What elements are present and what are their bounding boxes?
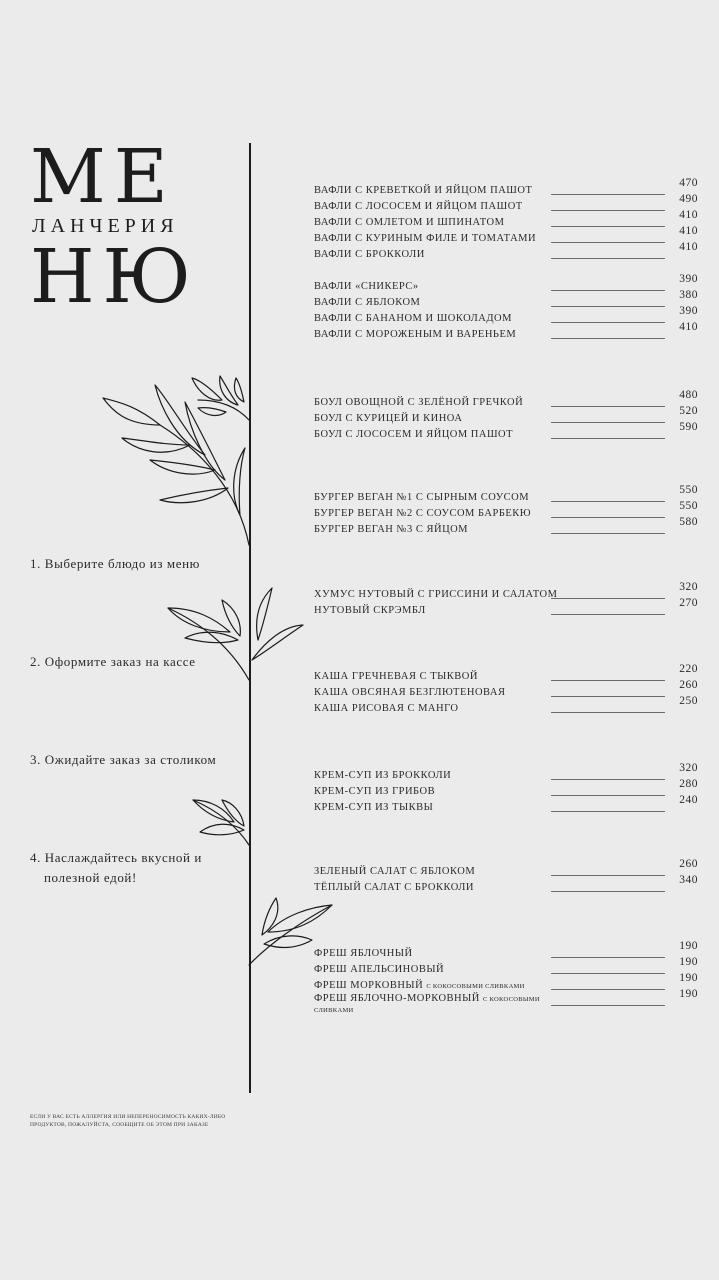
menu-item — [314, 241, 698, 263]
menu-item-price: 320 — [679, 762, 698, 774]
price-leader-line — [551, 614, 665, 615]
menu-item-price: 410 — [679, 225, 698, 237]
price-leader-line — [551, 1005, 665, 1006]
menu-item-price: 380 — [679, 289, 698, 301]
menu-item-price: 590 — [679, 421, 698, 433]
menu-item-name — [314, 311, 550, 327]
menu-item-name — [314, 395, 550, 411]
menu-item — [314, 972, 698, 994]
menu-item-price: 470 — [679, 177, 698, 189]
menu-item-name-text: ФРЕШ АПЕЛЬСИНОВЫЙ — [314, 964, 445, 975]
price-leader-line — [551, 989, 665, 990]
step-3: 3. Ожидайте заказ за столиком — [30, 752, 217, 767]
price-leader-line — [551, 875, 665, 876]
menu-item-name — [314, 199, 550, 215]
menu-item — [314, 484, 698, 506]
menu-item — [314, 858, 698, 880]
step-1: 1. Выберите блюдо из меню — [30, 556, 200, 571]
menu-item-price: 580 — [679, 516, 698, 528]
menu-item-name-text: ВАФЛИ «СНИКЕРС» — [314, 281, 419, 292]
price-leader-line — [551, 973, 665, 974]
menu-item-name-text: НУТОВЫЙ СКРЭМБЛ — [314, 605, 426, 616]
menu-item — [314, 305, 698, 327]
menu-item-name-text: БОУЛ С ЛОСОСЕМ И ЯЙЦОМ ПАШОТ — [314, 429, 514, 440]
menu-item-name-text: ВАФЛИ С ОМЛЕТОМ И ШПИНАТОМ — [314, 217, 505, 228]
menu-item-name — [314, 994, 550, 1016]
menu-item-price: 190 — [679, 940, 698, 952]
price-leader-line — [551, 811, 665, 812]
menu-item-price: 190 — [679, 956, 698, 968]
menu-item — [314, 874, 698, 896]
price-leader-line — [551, 438, 665, 439]
leaf-branch-large — [103, 376, 249, 545]
menu-item-name — [314, 427, 550, 443]
menu-item-name-text: БУРГЕР ВЕГАН №2 С СОУСОМ БАРБЕКЮ — [314, 508, 532, 519]
menu-item-price: 260 — [679, 858, 698, 870]
menu-item-name-text: ХУМУС НУТОВЫЙ С ГРИССИНИ И САЛАТОМ — [314, 589, 558, 600]
menu-item-name-text: КРЕМ-СУП ИЗ БРОККОЛИ — [314, 770, 452, 781]
menu-item-price: 220 — [679, 663, 698, 675]
price-leader-line — [551, 501, 665, 502]
menu-item-name-text: ВАФЛИ С КУРИНЫМ ФИЛЕ И ТОМАТАМИ — [314, 233, 537, 244]
menu-item-name — [314, 587, 558, 603]
menu-item-price: 320 — [679, 581, 698, 593]
menu-item — [314, 988, 698, 1014]
menu-item-price: 390 — [679, 273, 698, 285]
menu-item-name — [314, 231, 550, 247]
menu-item-name-text: КРЕМ-СУП ИЗ ТЫКВЫ — [314, 802, 434, 813]
menu-item-name-text: БУРГЕР ВЕГАН №3 С ЯЙЦОМ — [314, 524, 468, 535]
leaf-branch-small — [193, 800, 249, 845]
price-leader-line — [551, 891, 665, 892]
price-leader-line — [551, 210, 665, 211]
menu-item-name-text: ФРЕШ ЯБЛОЧНЫЙ — [314, 948, 413, 959]
menu-item-name-text: КРЕМ-СУП ИЗ ГРИБОВ — [314, 786, 436, 797]
menu-item-name-text: КАША ОВСЯНАЯ БЕЗГЛЮТЕНОВАЯ — [314, 687, 506, 698]
menu-item-name — [314, 784, 550, 800]
menu-item-price: 490 — [679, 193, 698, 205]
price-leader-line — [551, 290, 665, 291]
menu-item-price: 260 — [679, 679, 698, 691]
menu-item-name-text: БУРГЕР ВЕГАН №1 С СЫРНЫМ СОУСОМ — [314, 492, 530, 503]
menu-item-name — [314, 701, 550, 717]
menu-item-price: 250 — [679, 695, 698, 707]
menu-item-price: 520 — [679, 405, 698, 417]
menu-item-name — [314, 946, 550, 962]
menu-item — [314, 321, 698, 343]
step-4-line-2: полезной едой! — [44, 870, 137, 885]
price-leader-line — [551, 957, 665, 958]
menu-item-name — [314, 247, 550, 263]
menu-item-name-text: ТЁПЛЫЙ САЛАТ С БРОККОЛИ — [314, 882, 474, 893]
price-leader-line — [551, 422, 665, 423]
menu-item — [314, 389, 698, 411]
menu-item — [314, 778, 698, 800]
menu-item-name — [314, 880, 550, 896]
menu-item-name-text: ВАФЛИ С МОРОЖЕНЫМ И ВАРЕНЬЕМ — [314, 329, 517, 340]
menu-item-price: 410 — [679, 321, 698, 333]
menu-item — [314, 762, 698, 784]
menu-item-price: 270 — [679, 597, 698, 609]
menu-item-price: 390 — [679, 305, 698, 317]
menu-title-top: МЕ — [30, 134, 176, 220]
price-leader-line — [551, 598, 665, 599]
restaurant-subtitle: ЛАНЧЕРИЯ — [32, 215, 179, 237]
price-leader-line — [551, 322, 665, 323]
price-leader-line — [551, 226, 665, 227]
price-leader-line — [551, 338, 665, 339]
menu-item — [314, 177, 698, 199]
menu-item — [314, 956, 698, 978]
menu-item-name — [314, 279, 550, 295]
price-leader-line — [551, 306, 665, 307]
allergy-note: ЕСЛИ У ВАС ЕСТЬ АЛЛЕРГИЯ ИЛИ НЕПЕРЕНОСИМОСТЬ КАКИХ-ЛИБО ПРОДУКТОВ, ПОЖАЛУЙСТА, СООБЩИТЕ ОБ ЭТОМ ПРИ ЗАКАЗЕ — [30, 1114, 226, 1128]
menu-item-price: 550 — [679, 500, 698, 512]
menu-item-name — [314, 962, 550, 978]
menu-item — [314, 516, 698, 538]
menu-item — [314, 597, 698, 619]
menu-item-name-text: КАША РИСОВАЯ С МАНГО — [314, 703, 459, 714]
menu-item-note: С КОКОСОВЫМИ СЛИВКАМИ — [314, 996, 540, 1014]
menu-item-name — [314, 327, 550, 343]
menu-item-price: 410 — [679, 209, 698, 221]
price-leader-line — [551, 779, 665, 780]
menu-item-price: 240 — [679, 794, 698, 806]
menu-item-name — [314, 800, 550, 816]
menu-item-name-text: КАША ГРЕЧНЕВАЯ С ТЫКВОЙ — [314, 671, 478, 682]
menu-item-name-text: ЗЕЛЕНЫЙ САЛАТ С ЯБЛОКОМ — [314, 866, 476, 877]
menu-item — [314, 794, 698, 816]
menu-item-name-text: ВАФЛИ С КРЕВЕТКОЙ И ЯЙЦОМ ПАШОТ — [314, 185, 533, 196]
price-leader-line — [551, 533, 665, 534]
menu-item — [314, 581, 698, 603]
menu-item — [314, 209, 698, 231]
menu-item-price: 280 — [679, 778, 698, 790]
price-leader-line — [551, 242, 665, 243]
menu-item-price: 550 — [679, 484, 698, 496]
menu-item-name — [314, 669, 550, 685]
menu-item — [314, 679, 698, 701]
price-leader-line — [551, 194, 665, 195]
menu-item-name-text: ВАФЛИ С ЛОСОСЕМ И ЯЙЦОМ ПАШОТ — [314, 201, 523, 212]
menu-item-price: 410 — [679, 241, 698, 253]
menu-item-name-text: БОУЛ ОВОЩНОЙ С ЗЕЛЁНОЙ ГРЕЧКОЙ — [314, 397, 524, 408]
menu-item-name — [314, 411, 550, 427]
menu-item-name-text: ВАФЛИ С БАНАНОМ И ШОКОЛАДОМ — [314, 313, 512, 324]
price-leader-line — [551, 712, 665, 713]
menu-item-name-text: БОУЛ С КУРИЦЕЙ И КИНОА — [314, 413, 463, 424]
menu-item-name — [314, 768, 550, 784]
menu-item — [314, 289, 698, 311]
menu-item-name-text: ФРЕШ ЯБЛОЧНО-МОРКОВНЫЙ — [314, 993, 480, 1004]
step-4 — [30, 848, 202, 888]
menu-item — [314, 193, 698, 215]
menu-item — [314, 273, 698, 295]
menu-item-name-text: ФРЕШ МОРКОВНЫЙ — [314, 980, 424, 991]
menu-item — [314, 695, 698, 717]
price-leader-line — [551, 680, 665, 681]
menu-item — [314, 225, 698, 247]
menu-item-name — [314, 506, 550, 522]
menu-item-price: 190 — [679, 972, 698, 984]
menu-item-name-text: ВАФЛИ С ЯБЛОКОМ — [314, 297, 421, 308]
menu-item-name-text: ВАФЛИ С БРОККОЛИ — [314, 249, 425, 260]
menu-item-price: 480 — [679, 389, 698, 401]
menu-item — [314, 663, 698, 685]
menu-item-note: С КОКОСОВЫМИ СЛИВКАМИ — [426, 983, 525, 990]
price-leader-line — [551, 258, 665, 259]
menu-item-name — [314, 603, 550, 619]
price-leader-line — [551, 795, 665, 796]
menu-item — [314, 421, 698, 443]
menu-item — [314, 405, 698, 427]
menu-item-name — [314, 490, 550, 506]
menu-item — [314, 940, 698, 962]
menu-item-price: 190 — [679, 988, 698, 1000]
menu-item-name — [314, 183, 550, 199]
menu-item-name — [314, 215, 550, 231]
menu-item-name — [314, 685, 550, 701]
menu-item-name — [314, 522, 550, 538]
step-4-line-1: 4. Наслаждайтесь вкусной и — [30, 850, 202, 865]
price-leader-line — [551, 696, 665, 697]
menu-item-price: 340 — [679, 874, 698, 886]
menu-item-name — [314, 295, 550, 311]
price-leader-line — [551, 406, 665, 407]
step-2: 2. Оформите заказ на кассе — [30, 654, 196, 669]
menu-item — [314, 500, 698, 522]
menu-title-bottom: НЮ — [30, 234, 199, 320]
menu-item-name — [314, 864, 550, 880]
price-leader-line — [551, 517, 665, 518]
